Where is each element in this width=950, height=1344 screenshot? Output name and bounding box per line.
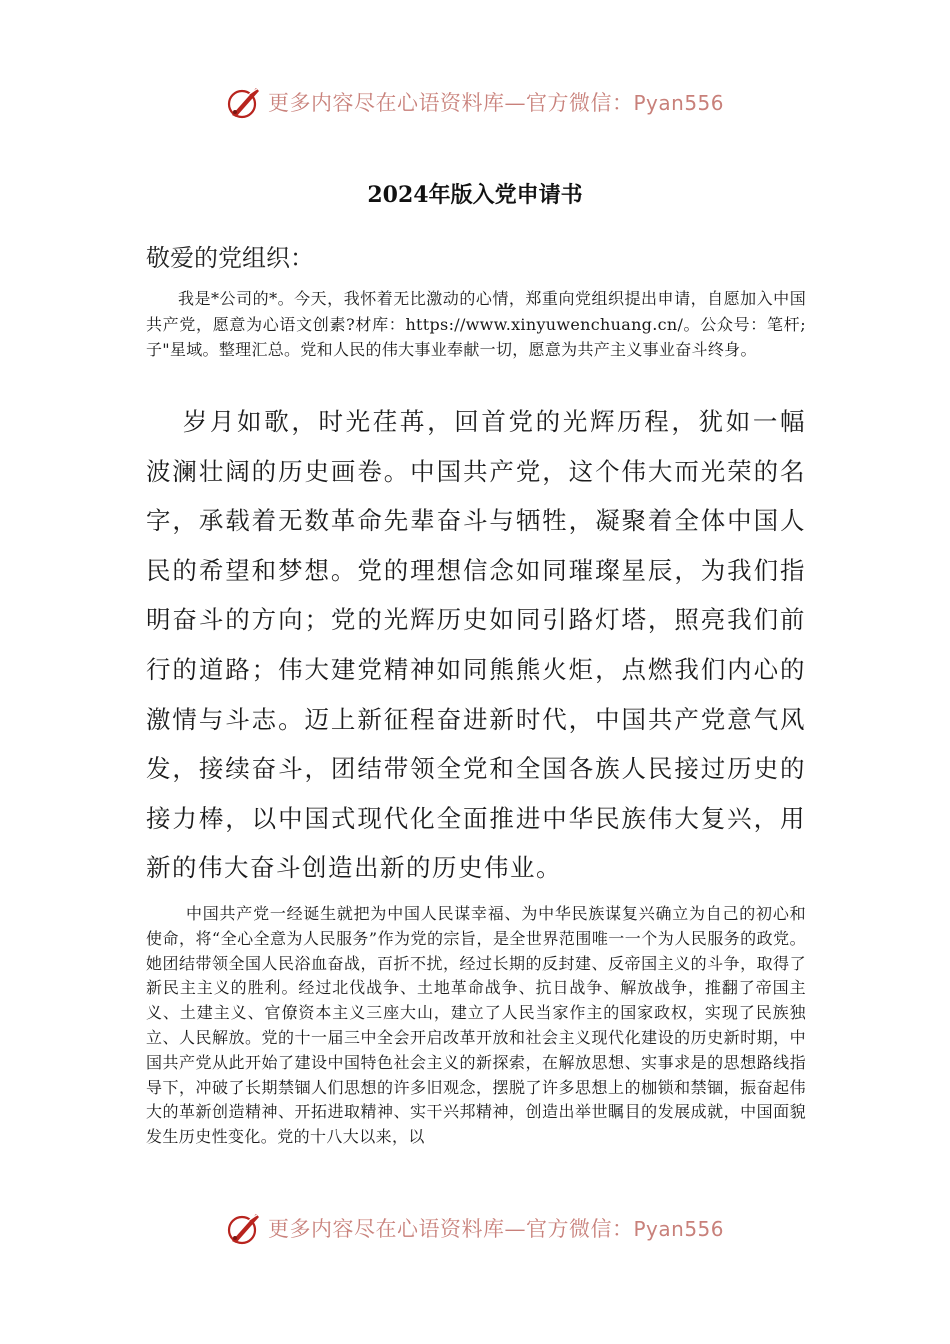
header-watermark-banner	[0, 80, 950, 124]
header-watermark-cn: 更多内容尽在心语资料库—官方微信：	[267, 91, 634, 115]
footer-watermark-text	[268, 1213, 724, 1243]
quill-logo-icon	[226, 84, 262, 120]
footer-watermark-wechat-id: Pyan556	[633, 1217, 724, 1241]
paragraph-history: 岁月如歌，时光荏苒，回首党的光辉历程，犹如一幅波澜壮阔的历史画卷。中国共产党，这个伟大而光荣的名字，承载着无数革命先辈奋斗与牺牲，凝聚着全体中国人民的希望和梦想。党的理想信念如同璀璨星辰，为我们指明奋斗的方向；党的光辉历史如同引路灯塔，照亮我们前行的道路；伟大建党精神如同熊熊火炬，点燃我们内心的激情与斗志。迈上新征程奋进新时代，中国共产党意气风发，接续奋斗，团结带领全党和全国各族人民接过历史的接力棒，以中国式现代化全面推进中华民族伟大复兴，用新的伟大奋斗创造出新的历史伟业。	[146, 407, 806, 883]
quill-logo-icon	[226, 1210, 262, 1246]
paragraph-intro: 我是*公司的*。今天，我怀着无比激动的心情，郑重向党组织提出申请，自愿加入中国共产党，愿意为心语文创素?材库：https://www.xinyuwenchuang.cn/。公众号：笔杆;子"星域。整理汇总。党和人民的伟大事业奉献一切，愿意为共产主义事业奋斗终身。	[146, 289, 806, 359]
header-watermark-text	[268, 87, 724, 117]
header-watermark-wechat-id: Pyan556	[633, 91, 724, 115]
footer-watermark-cn: 更多内容尽在心语资料库—官方微信：	[267, 1217, 634, 1241]
salutation: 敬爱的党组织：	[146, 244, 314, 272]
paragraph-mission: 中国共产党一经诞生就把为中国人民谋幸福、为中华民族谋复兴确立为自己的初心和使命，将“全心全意为人民服务”作为党的宗旨，是全世界范围唯一一个为人民服务的政党。她团结带领全国人民浴血奋战，百折不扰，经过长期的反封建、反帝国主义的斗争，取得了新民主主义的胜利。经过北伐战争、土地革命战争、抗日战争、解放战争，推翻了帝国主义、土建主义、官僚资本主义三座大山，建立了人民当家作主的国家政权，实现了民族独立、人民解放。党的十一届三中全会开启改革开放和社会主义现代化建设的历史新时期，中国共产党从此开始了建设中国特色社会主义的新探索，在解放思想、实事求是的思想路线指导下，冲破了长期禁锢人们思想的许多旧观念，摆脱了许多思想上的枷锁和禁锢，振奋起伟大的革新创造精神、开拓进取精神、实干兴邦精神，创造出举世瞩目的发展成就，中国面貌发生历史性变化。党的十八大以来，以	[146, 904, 806, 1147]
footer-watermark-banner	[0, 1206, 950, 1250]
document-title: 2024年版入党申请书	[367, 182, 583, 208]
